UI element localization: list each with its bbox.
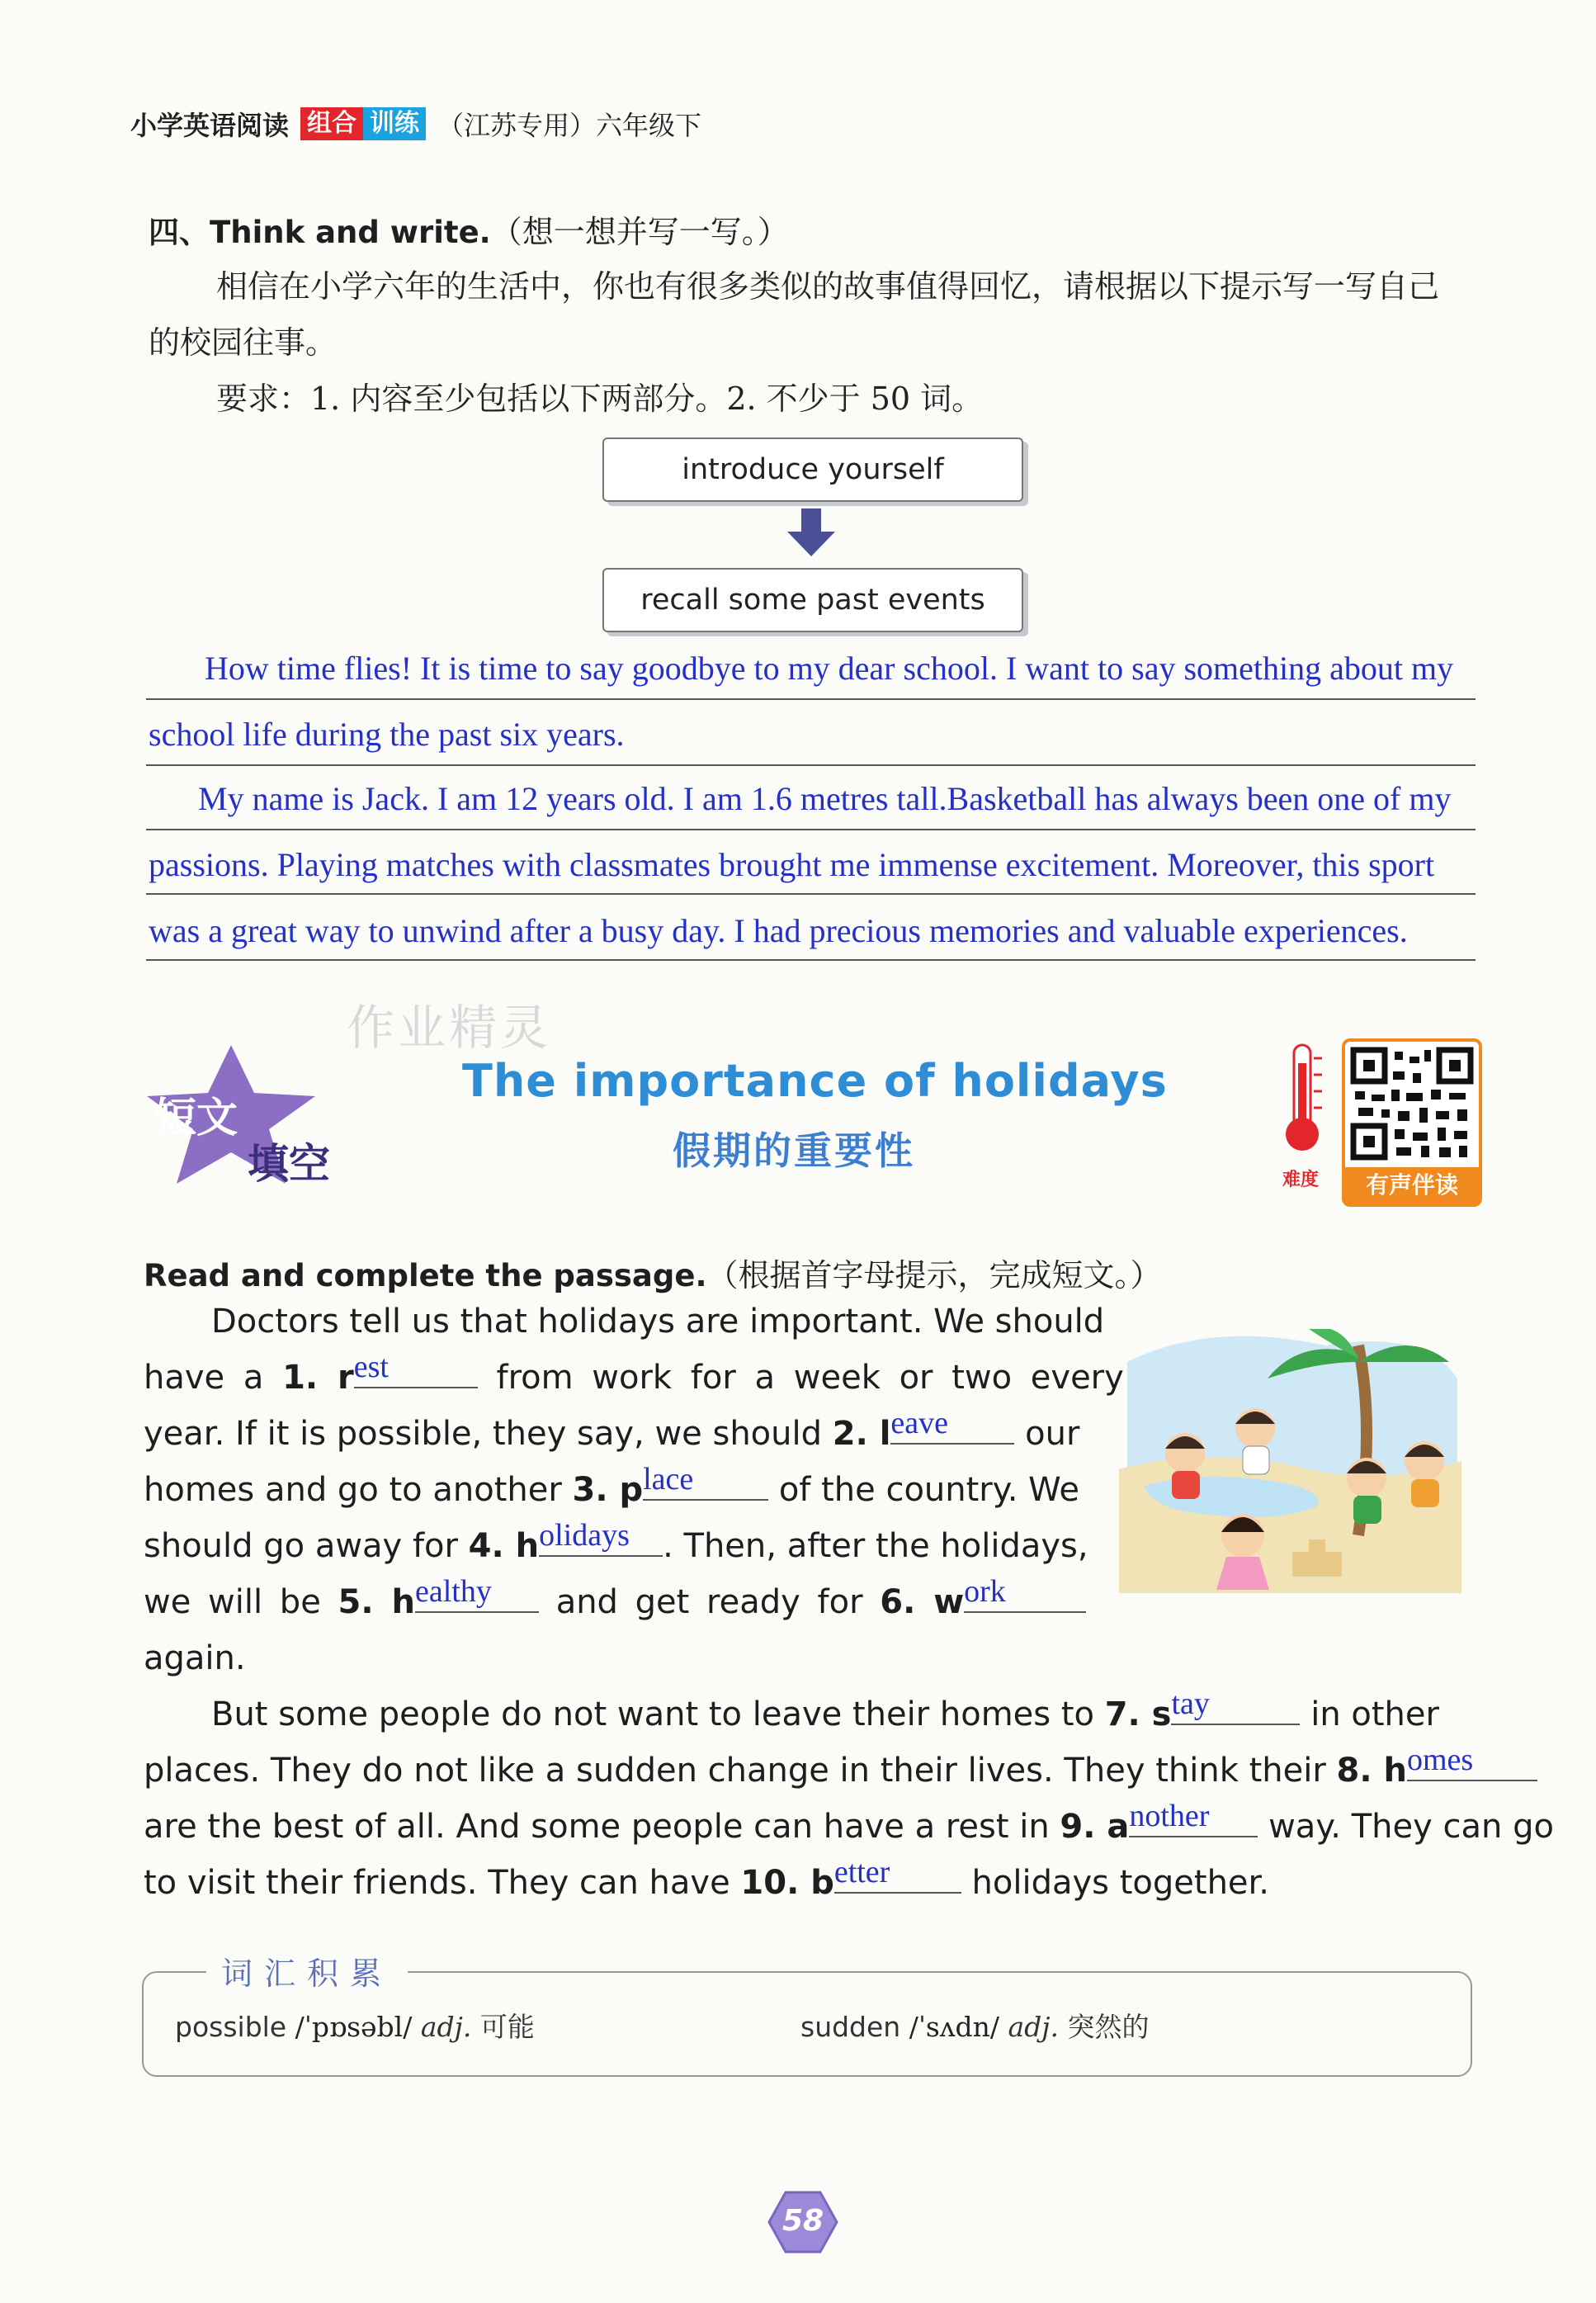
prompt-line-1: 相信在小学六年的生活中，你也有很多类似的故事值得回忆，请根据以下提示写一写自己	[216, 268, 1440, 305]
blank-number-9: 9. a	[1060, 1808, 1130, 1846]
passage-line-8	[211, 1686, 1439, 1733]
page-header	[130, 106, 701, 142]
answer-7: tay	[1171, 1686, 1210, 1721]
text: of the country. We	[778, 1471, 1079, 1509]
text: homes and go to another	[144, 1471, 562, 1509]
answer-line-4: passions. Playing matches with classmates brought me immense excitement. Moreover, this sport	[149, 846, 1435, 883]
blank-number-6: 6. w	[880, 1583, 965, 1621]
book-tag-2: 训练	[363, 107, 426, 140]
book-title: 小学英语阅读	[130, 110, 290, 141]
section-4-title-en: Think and write.	[210, 215, 491, 250]
instruction-cn: （根据首字母提示，完成短文。）	[706, 1257, 1162, 1293]
requirement-text: 要求：1. 内容至少包括以下两部分。2. 不少于 50 词。	[216, 381, 984, 417]
answer-line-3: My name is Jack. I am 12 years old. I am 1.6 metres tall.Basketball has always been one of my	[198, 780, 1452, 817]
text: have a	[144, 1359, 264, 1397]
vocab-word: sudden	[800, 2011, 901, 2043]
blank-10[interactable]	[833, 1855, 961, 1894]
answer-5: ealthy	[414, 1574, 492, 1609]
badge-text-1: 短文	[155, 1094, 238, 1142]
blank-7[interactable]	[1171, 1686, 1300, 1725]
answer-1: est	[353, 1350, 389, 1384]
writing-rule	[146, 893, 1476, 895]
answer-6: ork	[964, 1574, 1006, 1609]
passage-line-5	[144, 1518, 1088, 1565]
passage-line-9	[144, 1743, 1537, 1790]
vocab-pos: adj.	[1008, 2011, 1060, 2043]
vocab-entry-possible	[175, 2006, 535, 2045]
arrow-down-icon	[787, 508, 835, 558]
section-4-number: 四、	[149, 215, 210, 250]
difficulty-label: 难度	[1282, 1170, 1320, 1190]
answer-line-2: school life during the past six years.	[149, 716, 625, 753]
answer-line-5: was a great way to unwind after a busy day. I had precious memories and valuable experiences.	[149, 912, 1408, 949]
text: holidays together.	[971, 1864, 1270, 1902]
section-4-title	[149, 206, 789, 252]
blank-number-1: 1. r	[282, 1359, 354, 1397]
blank-6[interactable]	[964, 1574, 1086, 1613]
text: places. They do not like a sudden change in their lives. They think their	[144, 1752, 1326, 1790]
vocab-entry-sudden	[800, 2006, 1150, 2045]
book-tag	[300, 107, 426, 140]
blank-8[interactable]	[1406, 1743, 1537, 1781]
answer-4: olidays	[539, 1518, 630, 1553]
text: But some people do not want to leave their homes to	[211, 1695, 1094, 1733]
audio-qr-panel[interactable]	[1342, 1038, 1482, 1207]
blank-number-3: 3. p	[572, 1471, 644, 1509]
passage-line-11	[144, 1855, 1270, 1902]
text: we will be	[144, 1583, 321, 1621]
answer-3: lace	[643, 1462, 694, 1497]
passage-line-6	[144, 1574, 1086, 1621]
badge-text-2: 填空	[248, 1140, 330, 1188]
text: way. They can go	[1268, 1808, 1554, 1846]
text: and get ready for	[555, 1583, 863, 1621]
text: should go away for	[144, 1527, 458, 1565]
flow-box-introduce: introduce yourself	[602, 437, 1023, 502]
text: year. If it is possible, they say, we should	[144, 1415, 823, 1453]
blank-1[interactable]	[353, 1350, 478, 1388]
passage-instruction	[144, 1250, 1162, 1295]
blank-2[interactable]	[890, 1406, 1014, 1445]
answer-10: etter	[833, 1855, 890, 1889]
vocab-meaning: 可能	[479, 2011, 535, 2043]
blank-9[interactable]	[1129, 1799, 1258, 1837]
writing-rule	[146, 698, 1476, 700]
text: to visit their friends. They can have	[144, 1864, 730, 1902]
page-number: 58	[781, 2204, 824, 2238]
answer-9: nother	[1129, 1799, 1210, 1833]
answer-8: omes	[1406, 1743, 1474, 1777]
vocab-word: possible	[175, 2011, 287, 2043]
prompt-line-2: 的校园往事。	[149, 324, 338, 361]
text: our	[1025, 1415, 1080, 1453]
passage-title-en: The importance of holidays	[462, 1055, 1168, 1107]
beach-children-illustration	[1111, 1329, 1466, 1601]
thermometer-icon	[1277, 1042, 1327, 1157]
writing-rule	[146, 764, 1476, 766]
writing-rule	[146, 829, 1476, 830]
passage-line-10	[144, 1799, 1554, 1846]
vocab-phonetic: /ˈpɒsəbl/	[295, 2011, 413, 2043]
watermark: 作业精灵	[347, 1000, 552, 1056]
text: are the best of all. And some people can have a rest in	[144, 1808, 1050, 1846]
qr-code-icon[interactable]	[1348, 1045, 1476, 1162]
vocab-meaning: 突然的	[1067, 2011, 1150, 2043]
passage-line-4	[144, 1462, 1079, 1509]
blank-number-5: 5. h	[338, 1583, 415, 1621]
passage-line-7: again.	[144, 1639, 246, 1677]
passage-line-1: Doctors tell us that holidays are important. We should	[211, 1303, 1105, 1341]
blank-5[interactable]	[414, 1574, 539, 1613]
blank-number-2: 2. l	[832, 1415, 891, 1453]
text: in other	[1310, 1695, 1439, 1733]
passage-title-cn: 假期的重要性	[673, 1128, 915, 1173]
vocab-title: 词汇积累	[206, 1948, 408, 1993]
book-tag-1: 组合	[300, 107, 363, 140]
answer-2: eave	[890, 1406, 949, 1440]
blank-number-7: 7. s	[1104, 1695, 1172, 1733]
passage-line-2	[144, 1350, 1124, 1397]
answer-line-1: How time flies! It is time to say goodbye to my dear school. I want to say something about my	[205, 650, 1454, 687]
text: from work for a week or two every	[496, 1359, 1124, 1397]
flow-box-recall: recall some past events	[602, 568, 1023, 632]
blank-4[interactable]	[539, 1518, 663, 1557]
writing-rule	[146, 959, 1476, 961]
blank-number-4: 4. h	[468, 1527, 540, 1565]
text: . Then, after the holidays,	[663, 1527, 1088, 1565]
audio-label[interactable]: 有声伴读	[1345, 1167, 1479, 1204]
blank-number-10: 10. b	[740, 1864, 834, 1902]
vocab-pos: adj.	[420, 2011, 472, 2043]
vocab-phonetic: /ˈsʌdn/	[909, 2011, 999, 2043]
blank-number-8: 8. h	[1336, 1752, 1407, 1790]
section-4-title-cn: （想一想并写一写。）	[490, 214, 789, 250]
passage-line-3	[144, 1406, 1080, 1453]
blank-3[interactable]	[643, 1462, 768, 1501]
instruction-en: Read and complete the passage.	[144, 1258, 707, 1293]
edition-label: （江苏专用）六年级下	[437, 110, 702, 141]
